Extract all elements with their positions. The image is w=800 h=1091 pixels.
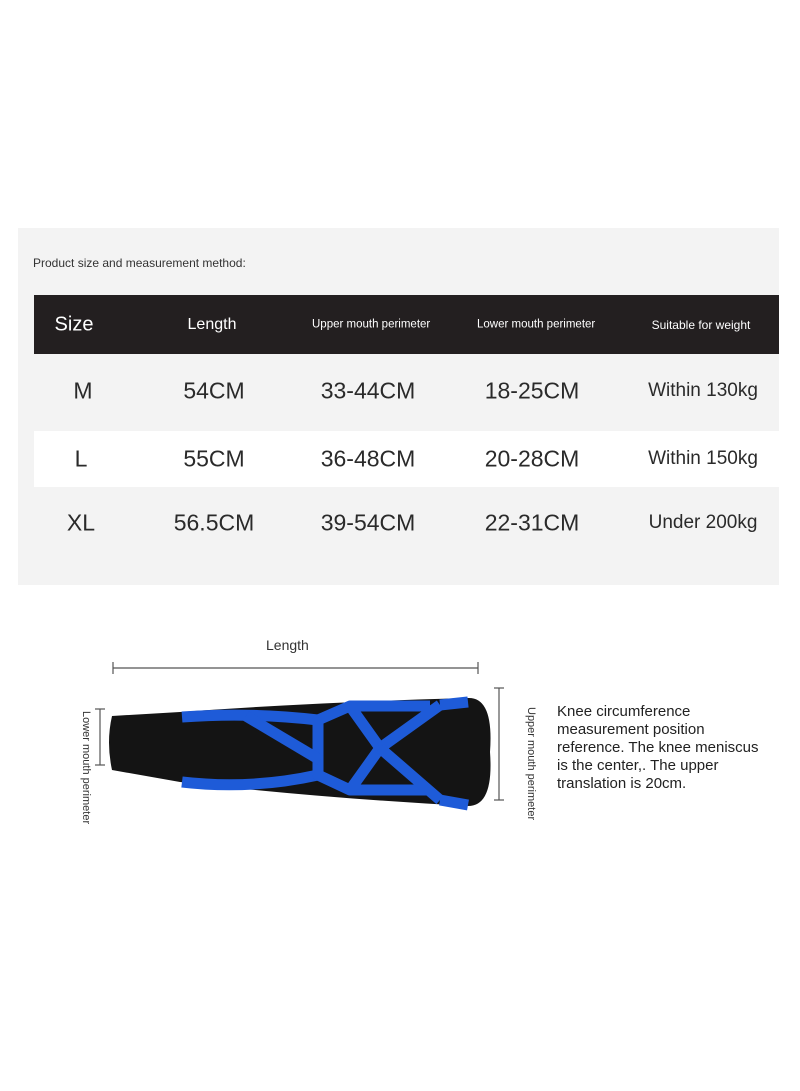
cell-size: M [73,377,93,404]
upper-mouth-perimeter-label: Upper mouth perimeter [525,707,537,821]
cell-weight: Under 200kg [648,512,758,533]
measurement-description: Knee circumference measurement position reference. The knee meniscus is the center,. The upper translation is 20cm. [557,703,759,792]
subtitle: Product size and measurement method: [33,256,246,270]
header-weight: Suitable for weight [651,317,751,332]
header-lower-mouth: Lower mouth perimeter [477,318,596,330]
cell-lower: 20-28CM [484,445,580,472]
header-length: Length [187,315,237,333]
cell-lower: 18-25CM [484,377,580,404]
lower-perimeter-dimension-line [95,709,105,765]
cell-upper: 33-44CM [320,377,416,404]
upper-perimeter-dimension-line [494,688,504,800]
cell-size: L [74,445,88,472]
header-upper-mouth: Upper mouth perimeter [312,318,431,330]
lower-mouth-perimeter-label: Lower mouth perimeter [80,711,92,825]
cell-weight: Within 150kg [648,448,758,469]
cell-lower: 22-31CM [484,509,580,536]
cell-length: 56.5CM [173,509,255,536]
cell-length: 54CM [183,377,245,404]
cell-weight: Within 130kg [648,380,758,401]
cell-size: XL [66,509,96,536]
cell-upper: 36-48CM [320,445,416,472]
length-dimension-line [113,662,478,674]
length-label: Length [266,637,309,653]
cell-upper: 39-54CM [320,509,416,536]
header-size: Size [54,313,94,335]
cell-length: 55CM [183,445,245,472]
